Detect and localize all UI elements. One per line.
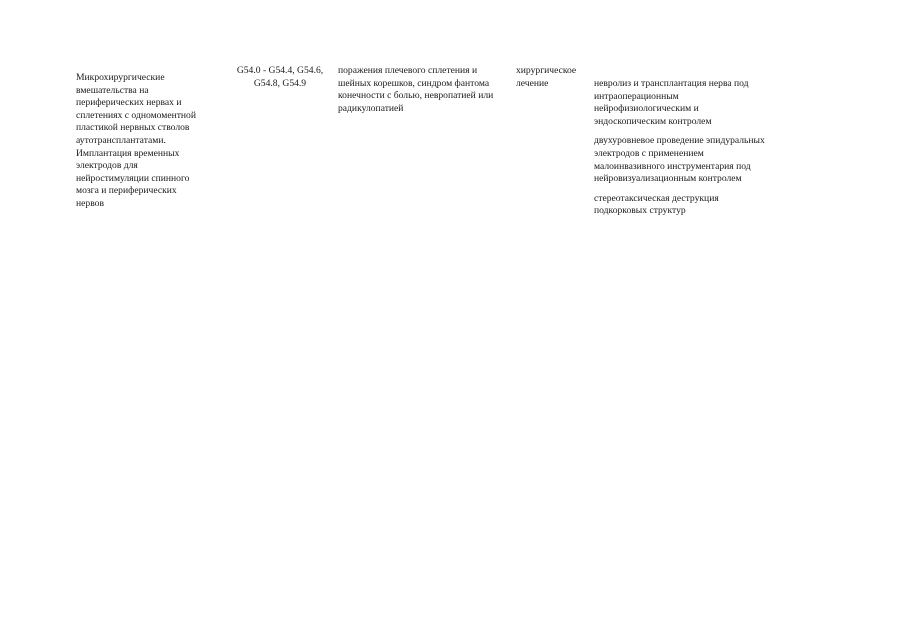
treatment-method-line: стереотаксическая деструкция <box>594 192 719 204</box>
intervention-name-line: нервов <box>76 197 104 209</box>
intervention-name-line: пластикой нервных стволов <box>76 122 190 134</box>
treatment-method-line: интраоперационным <box>594 90 679 102</box>
treatment-method-line: нейрофизиологическим и <box>594 103 699 115</box>
treatment-method-line: малоинвазивного инструментария под <box>594 160 751 172</box>
intervention-name-line: Имплантация временных <box>76 147 180 159</box>
treatment-type-line: лечение <box>516 77 549 89</box>
diagnosis-line: поражения плечевого сплетения и <box>338 65 478 76</box>
treatment-method-line: подкорковых структур <box>594 205 686 217</box>
treatment-method-item <box>594 78 794 128</box>
treatment-type-line: хирургическое <box>516 65 577 76</box>
treatment-method-item <box>594 193 794 218</box>
intervention-name-line: электродов для <box>76 160 138 172</box>
treatment-method-item <box>594 135 794 185</box>
treatment-method-line: электродов с применением <box>594 147 704 159</box>
treatment-type-cell <box>516 65 588 90</box>
treatment-method-line: эндоскопическим контролем <box>594 115 712 127</box>
intervention-name-line: сплетениях с одномоментной <box>76 109 196 121</box>
treatment-methods-cell <box>594 78 794 225</box>
intervention-name-line: периферических нервах и <box>76 97 182 109</box>
icd-code-line: G54.8, G54.9 <box>253 77 307 89</box>
diagnosis-cell <box>338 65 514 115</box>
treatment-method-line: невролиз и трансплантация нерва под <box>594 78 749 89</box>
treatment-method-line: двухуровневое проведение эпидуральных <box>594 135 765 147</box>
icd-code-cell <box>228 65 332 90</box>
diagnosis-line: радикулопатией <box>338 102 404 114</box>
intervention-name-line: вмешательства на <box>76 84 149 96</box>
intervention-name-cell <box>76 72 216 211</box>
intervention-name-line: мозга и периферических <box>76 185 177 197</box>
intervention-name-line: аутотрансплантатами. <box>76 134 166 146</box>
treatment-method-line: нейровизуализационным контролем <box>594 173 742 185</box>
diagnosis-line: конечности с болью, невропатией или <box>338 90 494 102</box>
diagnosis-line: шейных корешков, синдром фантома <box>338 77 490 89</box>
intervention-name-line: нейростимуляции спинного <box>76 172 190 184</box>
icd-code-line: G54.0 - G54.4, G54.6, <box>236 65 324 76</box>
intervention-name-line: Микрохирургические <box>76 72 165 83</box>
